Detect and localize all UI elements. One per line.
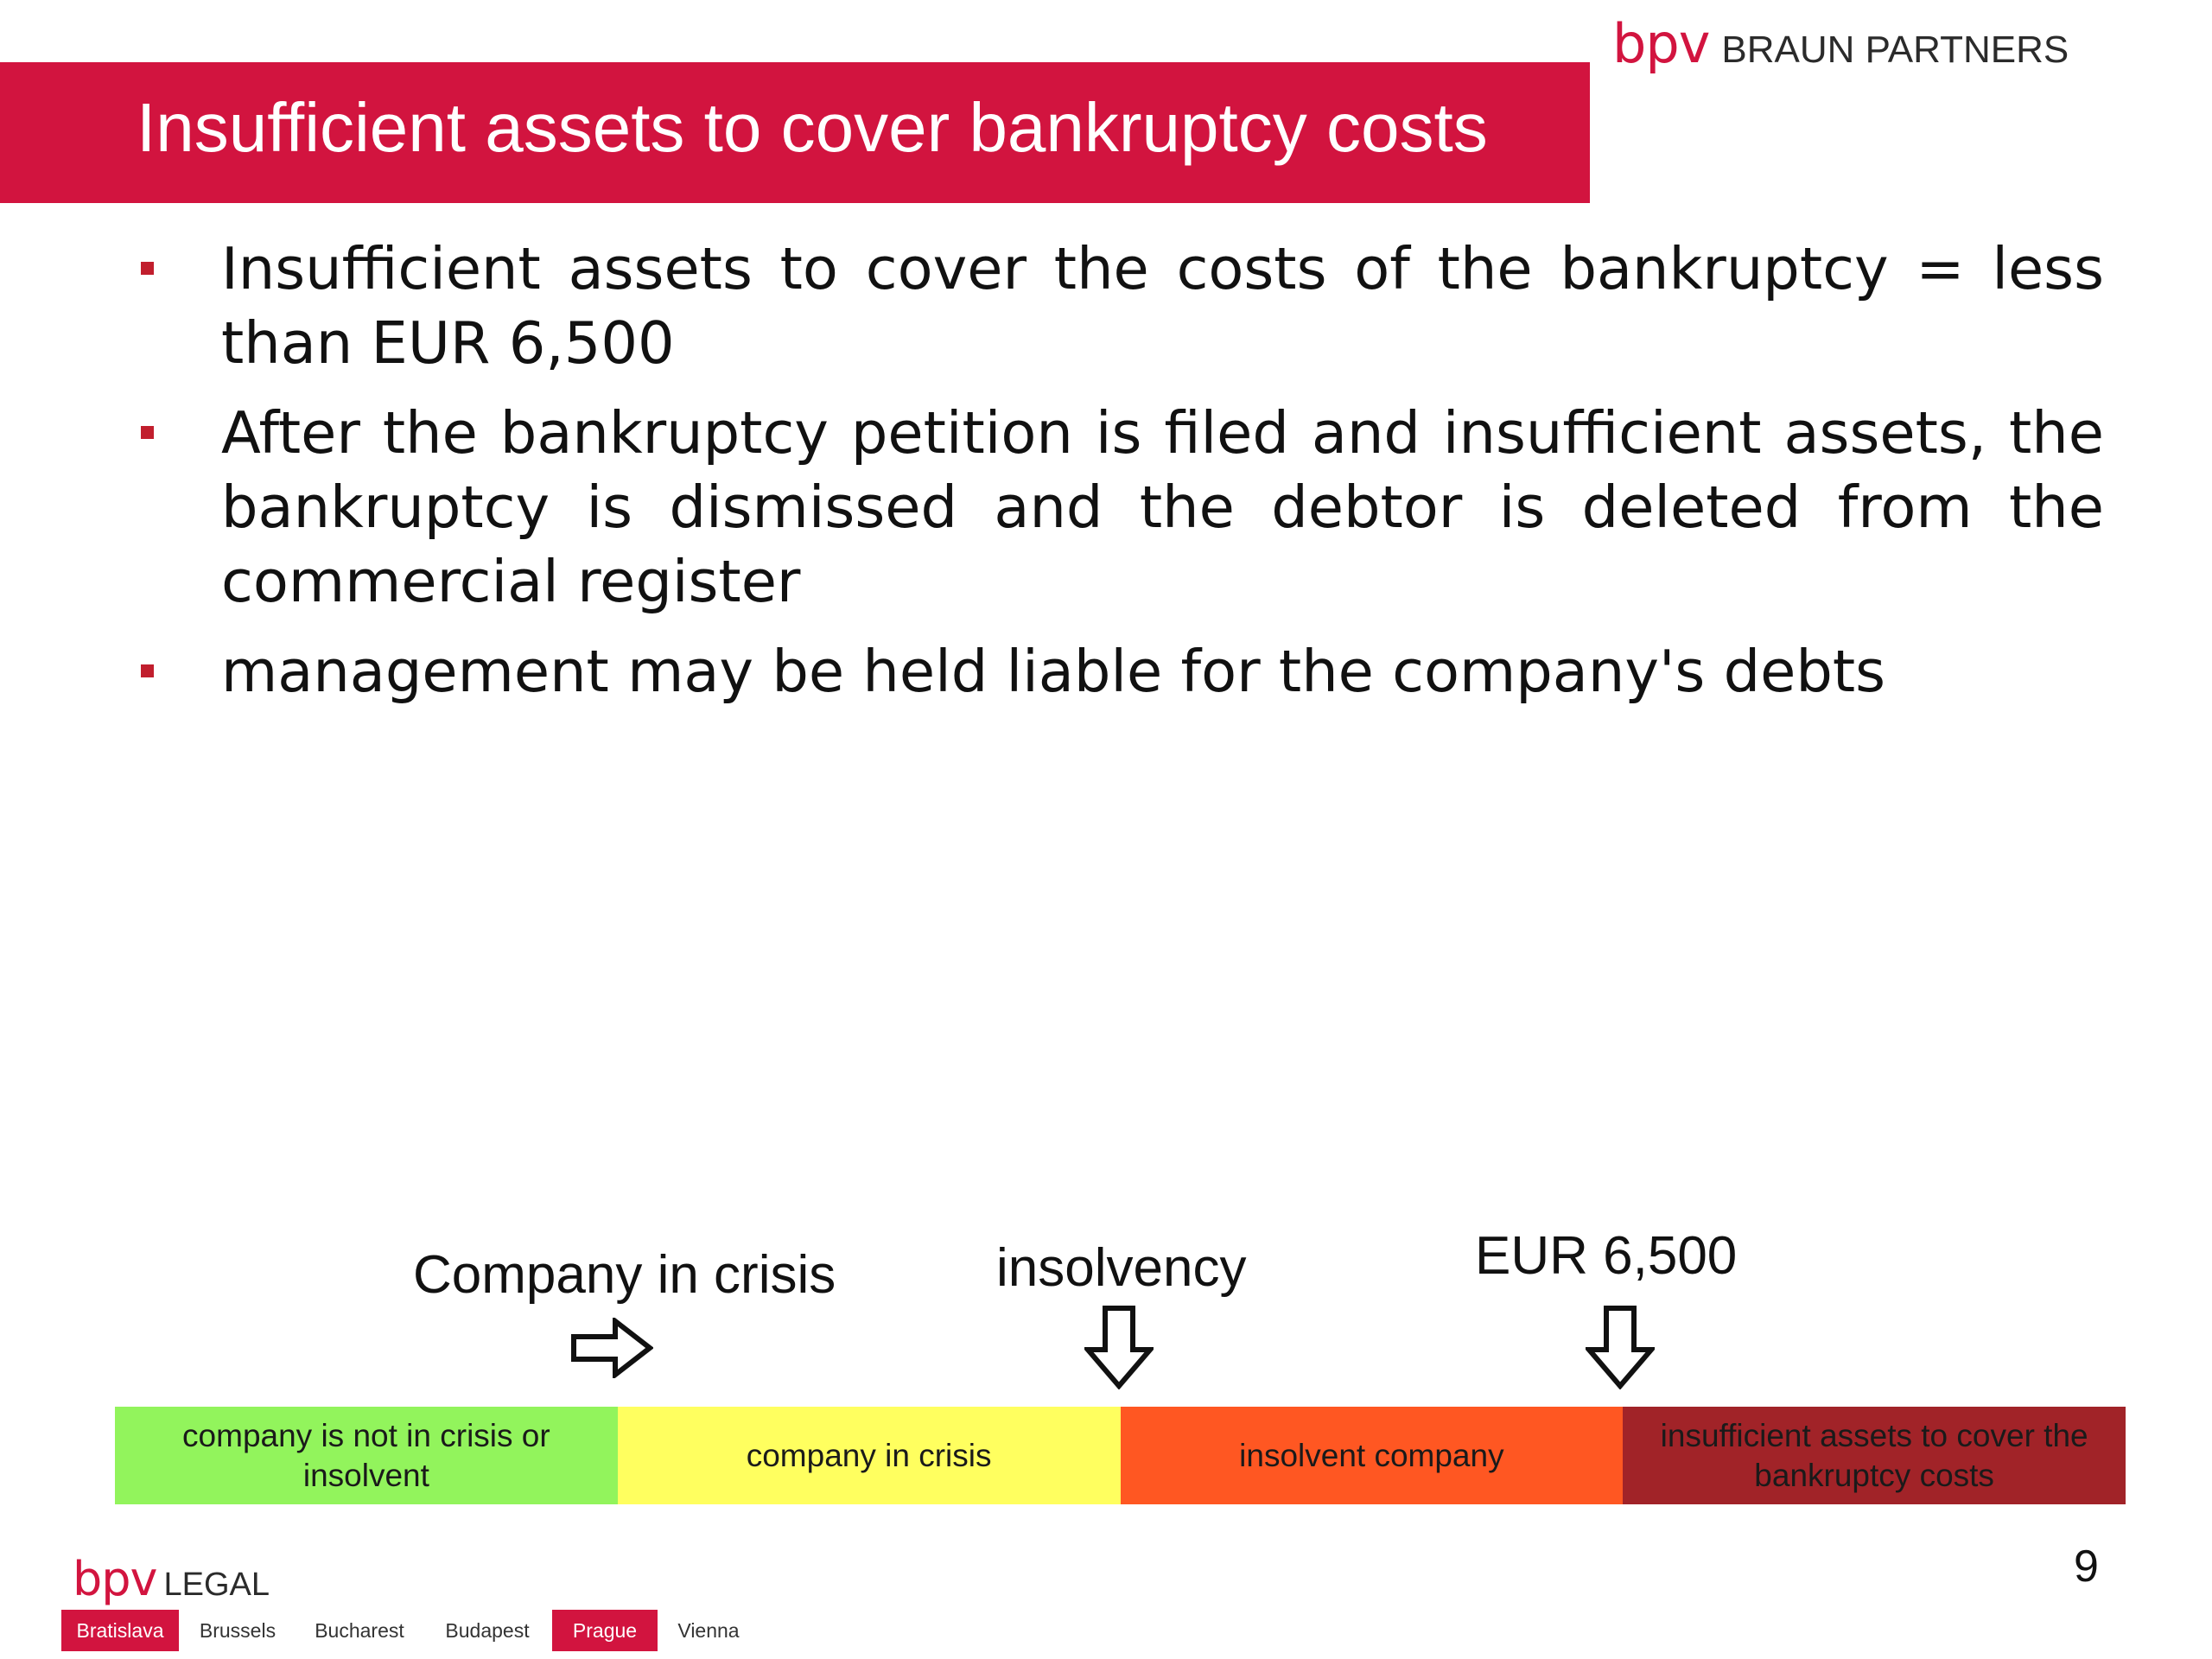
office-list — [61, 1610, 760, 1651]
marker-label-company-in-crisis: Company in crisis — [413, 1245, 836, 1305]
office-vienna: Vienna — [677, 1618, 740, 1642]
bullet-list — [138, 232, 2104, 724]
square-bullet-icon — [141, 262, 154, 275]
slide-title: Insufficient assets to cover bankruptcy costs — [137, 89, 1488, 166]
stage-insolvent-company: insolvent company — [1121, 1407, 1624, 1504]
bullet-item — [138, 232, 2104, 380]
square-bullet-icon — [141, 664, 154, 677]
bullet-item — [138, 634, 2104, 709]
square-bullet-icon — [141, 426, 154, 439]
stage-scale — [115, 1407, 2126, 1504]
office-prague: Prague — [552, 1610, 658, 1651]
stage-not-in-crisis: company is not in crisis or insolvent — [115, 1407, 618, 1504]
office-budapest: Budapest — [445, 1618, 530, 1642]
header-logo — [1612, 12, 2070, 75]
footer-logo — [73, 1552, 270, 1606]
office-bucharest: Bucharest — [315, 1618, 404, 1642]
footer-logo-text: LEGAL — [163, 1567, 270, 1603]
bullet-text: management may be held liable for the company's debts — [221, 638, 1886, 705]
bullet-item — [138, 396, 2104, 619]
down-arrow-icon — [1084, 1305, 1154, 1389]
marker-label-eur-threshold: EUR 6,500 — [1475, 1226, 1738, 1286]
marker-label-insolvency: insolvency — [996, 1238, 1247, 1298]
header-logo-mark: bpv — [1612, 12, 1710, 75]
right-arrow-icon — [570, 1318, 653, 1378]
office-bratislava: Bratislava — [61, 1610, 179, 1651]
bullet-text: After the bankruptcy petition is filed and insufficient assets, the bankruptcy is dismissed and the debtor is deleted from the commercial register — [221, 399, 2104, 615]
header-logo-text: BRAUN PARTNERS — [1721, 29, 2069, 71]
stage-company-in-crisis: company in crisis — [618, 1407, 1121, 1504]
down-arrow-icon — [1586, 1305, 1655, 1389]
page-number: 9 — [2074, 1541, 2099, 1592]
office-brussels: Brussels — [199, 1618, 276, 1642]
footer-logo-mark: bpv — [73, 1552, 157, 1606]
bullet-text: Insufficient assets to cover the costs of the bankruptcy = less than EUR 6,500 — [221, 235, 2104, 377]
stage-insufficient-assets: insufficient assets to cover the bankruptcy costs — [1623, 1407, 2126, 1504]
